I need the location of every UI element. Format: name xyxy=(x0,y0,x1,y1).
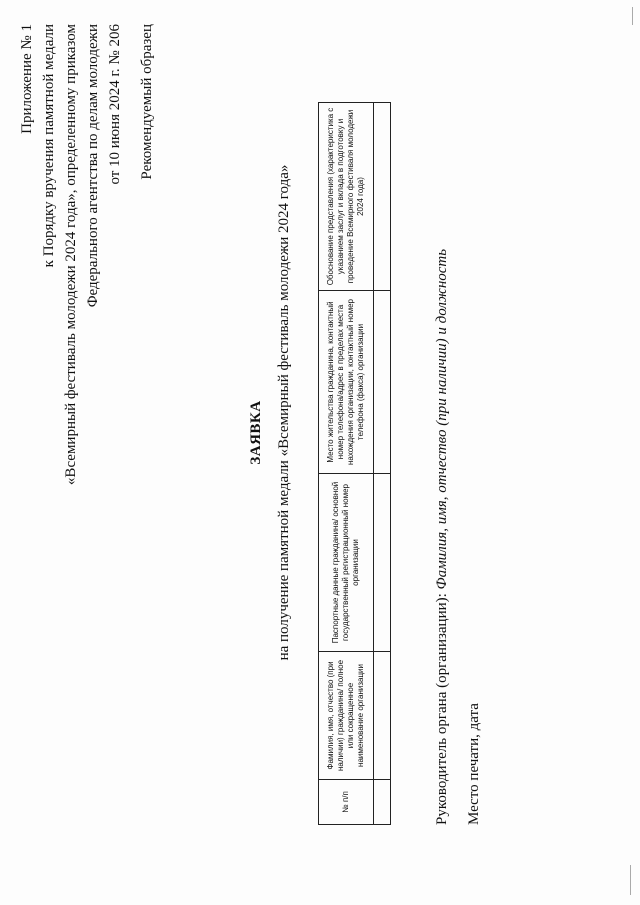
table-cell[interactable] xyxy=(374,291,391,474)
scan-mark xyxy=(632,7,633,25)
header-line-agency: Федерального агентства по делам молодежи xyxy=(85,24,101,308)
document-title: ЗАЯВКА xyxy=(248,400,264,465)
table-cell[interactable] xyxy=(374,474,391,652)
column-header-passport: Паспортные данные гражданина/ основной государственный регистрационный номер организации xyxy=(319,474,374,652)
column-header-name: Фамилия, имя, отчество (при наличии) гражданина/ полное или сокращенное наименование организации xyxy=(319,652,374,780)
document-subtitle: на получение памятной медали «Всемирный фестиваль молодежи 2024 года» xyxy=(276,164,292,661)
column-header-address: Место жительства гражданина, контактный номер телефона/адрес в пределах места нахождения организации, контактный номер телефона (факса) организации xyxy=(319,291,374,474)
table-cell[interactable] xyxy=(374,103,391,291)
table-row xyxy=(374,103,391,825)
header-line-medal: «Всемирный фестиваль молодежи 2024 года», определенному приказом xyxy=(63,24,79,486)
table-header-row xyxy=(319,103,374,825)
column-header-justification: Обоснование представления (характеристика с указанием заслуг и вклада в подготовку и проведение Всемирного фестиваля молодежи 2024 года) xyxy=(319,103,374,291)
signature-value: Фамилия, имя, отчество (при наличии) и должность xyxy=(434,248,450,590)
signature-line xyxy=(434,249,451,825)
scan-mark xyxy=(630,865,631,895)
stamp-date-line: Место печати, дата xyxy=(466,703,482,825)
column-header-number: № п/п xyxy=(319,780,374,825)
table-cell[interactable] xyxy=(374,780,391,825)
header-line-order: к Порядку вручения памятной медали xyxy=(41,24,57,268)
header-line-date: от 10 июня 2024 г. № 206 xyxy=(107,24,123,185)
signature-label: Руководитель органа (организации): xyxy=(434,589,450,825)
request-table xyxy=(318,102,391,825)
table-cell[interactable] xyxy=(374,652,391,780)
appendix-number: Приложение № 1 xyxy=(19,24,35,134)
sample-note: Рекомендуемый образец xyxy=(139,24,155,180)
